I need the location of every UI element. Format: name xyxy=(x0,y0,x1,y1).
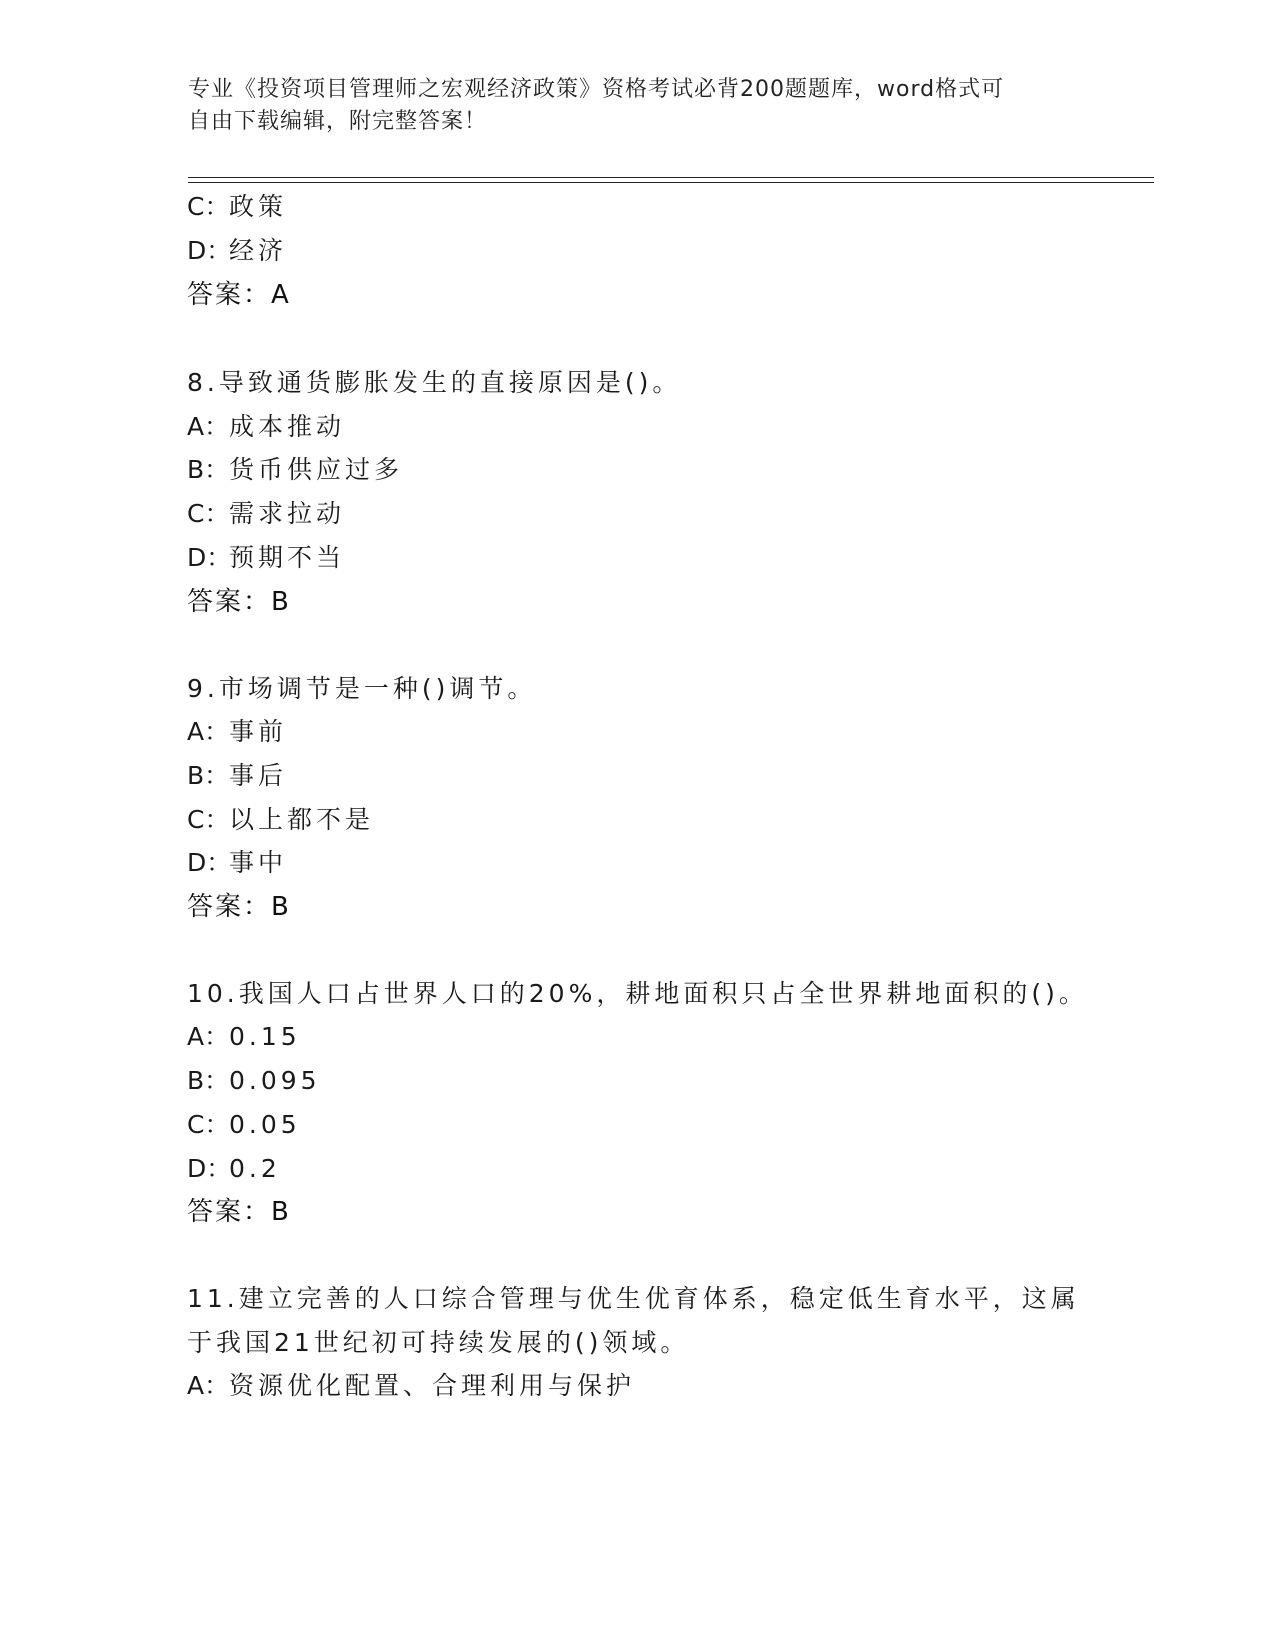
option-text: 政策 xyxy=(229,192,288,221)
option-text: 预期不当 xyxy=(229,543,346,572)
option-text: 事中 xyxy=(229,848,288,877)
header-rule-bottom xyxy=(188,182,1154,183)
option-line xyxy=(187,1154,281,1184)
option-text: 需求拉动 xyxy=(229,499,346,528)
option-line xyxy=(187,761,287,791)
option-line xyxy=(187,1110,301,1140)
option-text: 事前 xyxy=(229,717,288,746)
option-letter: C： xyxy=(187,805,230,834)
option-text: 经济 xyxy=(229,236,288,265)
option-line xyxy=(187,805,374,835)
option-letter: A： xyxy=(187,717,230,746)
option-letter: B： xyxy=(187,761,230,790)
option-letter: A： xyxy=(187,1022,230,1051)
option-line xyxy=(187,236,287,266)
option-line xyxy=(187,717,287,747)
option-letter: D： xyxy=(187,236,232,265)
answer-line: 答案：A xyxy=(187,280,291,310)
option-text: 0.15 xyxy=(229,1022,301,1051)
option-text: 0.095 xyxy=(229,1066,321,1095)
option-text: 以上都不是 xyxy=(229,805,375,834)
option-line xyxy=(187,848,287,878)
option-text: 0.2 xyxy=(229,1154,281,1183)
option-line xyxy=(187,455,403,485)
option-line xyxy=(187,412,345,442)
option-letter: D： xyxy=(187,1154,232,1183)
option-text: 资源优化配置、合理利用与保护 xyxy=(229,1371,636,1400)
question-stem: 9.市场调节是一种()调节。 xyxy=(187,674,537,703)
option-letter: C： xyxy=(187,1110,230,1139)
option-letter: B： xyxy=(187,455,230,484)
answer-line: 答案：B xyxy=(187,587,291,617)
header-line-2: 自由下载编辑，附完整答案！ xyxy=(188,109,488,134)
option-text: 成本推动 xyxy=(229,412,346,441)
option-line xyxy=(187,543,345,573)
option-letter: A： xyxy=(187,412,230,441)
header-rule-top xyxy=(188,177,1154,178)
question-stem-line-1: 11.建立完善的人口综合管理与优生优育体系，稳定低生育水平，这属 xyxy=(187,1284,1080,1313)
option-letter: D： xyxy=(187,543,232,572)
option-text: 事后 xyxy=(229,761,288,790)
header-line-1: 专业《投资项目管理师之宏观经济政策》资格考试必背200题题库，word格式可 xyxy=(188,77,1005,102)
question-stem: 10.我国人口占世界人口的20%，耕地面积只占全世界耕地面积的()。 xyxy=(187,979,1088,1008)
question-stem: 8.导致通货膨胀发生的直接原因是()。 xyxy=(187,368,682,397)
option-letter: C： xyxy=(187,192,230,221)
option-line xyxy=(187,499,345,529)
option-text: 0.05 xyxy=(229,1110,301,1139)
option-letter: B： xyxy=(187,1066,230,1095)
question-stem-line-2: 于我国21世纪初可持续发展的()领域。 xyxy=(187,1328,690,1357)
option-line xyxy=(187,1022,301,1052)
option-line xyxy=(187,1371,635,1401)
answer-line: 答案：B xyxy=(187,1197,291,1227)
option-line xyxy=(187,192,287,222)
option-letter: C： xyxy=(187,499,230,528)
option-line xyxy=(187,1066,321,1096)
option-letter: D： xyxy=(187,848,232,877)
answer-line: 答案：B xyxy=(187,892,291,922)
document-header xyxy=(188,74,1088,138)
option-text: 货币供应过多 xyxy=(229,455,404,484)
option-letter: A： xyxy=(187,1371,230,1400)
